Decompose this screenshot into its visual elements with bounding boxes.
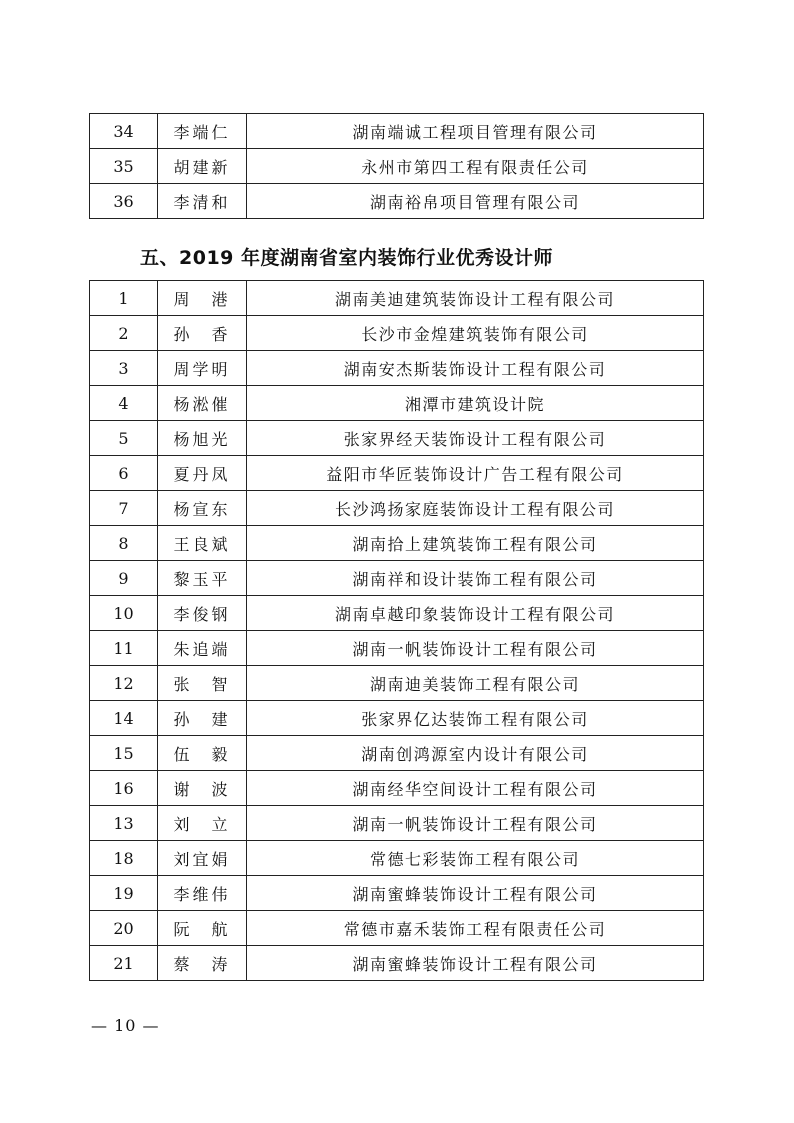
table-row (90, 946, 704, 981)
table-row (90, 184, 704, 219)
table-row (90, 351, 704, 386)
table-row (90, 281, 704, 316)
row-number-cell: 35 (90, 149, 158, 184)
row-number-cell: 12 (90, 666, 158, 701)
table-row (90, 491, 704, 526)
table-row (90, 631, 704, 666)
designer-name-cell: 孙 香 (158, 316, 247, 351)
table-row (90, 456, 704, 491)
table-row (90, 386, 704, 421)
table-row (90, 771, 704, 806)
designer-name-cell: 谢 波 (158, 771, 247, 806)
table-row (90, 316, 704, 351)
table-row (90, 701, 704, 736)
row-number-cell: 19 (90, 876, 158, 911)
company-cell: 湖南一帆装饰设计工程有限公司 (247, 631, 704, 666)
row-number-cell: 21 (90, 946, 158, 981)
designer-award-table (89, 280, 704, 981)
designer-name-cell: 王良斌 (158, 526, 247, 561)
company-cell: 湖南一帆装饰设计工程有限公司 (247, 806, 704, 841)
row-number-cell: 10 (90, 596, 158, 631)
designer-name-cell: 阮 航 (158, 911, 247, 946)
row-number-cell: 6 (90, 456, 158, 491)
designer-name-cell: 伍 毅 (158, 736, 247, 771)
company-cell: 湖南安杰斯装饰设计工程有限公司 (247, 351, 704, 386)
company-cell: 常德市嘉禾装饰工程有限责任公司 (247, 911, 704, 946)
designer-name-cell: 李端仁 (158, 114, 247, 149)
company-cell: 湖南美迪建筑装饰设计工程有限公司 (247, 281, 704, 316)
company-cell: 张家界亿达装饰工程有限公司 (247, 701, 704, 736)
row-number-cell: 15 (90, 736, 158, 771)
table-row (90, 666, 704, 701)
company-cell: 常德七彩装饰工程有限公司 (247, 841, 704, 876)
section-heading: 五、2019 年度湖南省室内装饰行业优秀设计师 (140, 247, 553, 269)
row-number-cell: 9 (90, 561, 158, 596)
company-cell: 湖南祥和设计装饰工程有限公司 (247, 561, 704, 596)
designer-name-cell: 周 港 (158, 281, 247, 316)
company-cell: 湖南裕帛项目管理有限公司 (247, 184, 704, 219)
row-number-cell: 36 (90, 184, 158, 219)
company-cell: 湖南端诚工程项目管理有限公司 (247, 114, 704, 149)
company-cell: 永州市第四工程有限责任公司 (247, 149, 704, 184)
company-cell: 张家界经天装饰设计工程有限公司 (247, 421, 704, 456)
row-number-cell: 7 (90, 491, 158, 526)
designer-name-cell: 李俊钢 (158, 596, 247, 631)
company-cell: 长沙鸿扬家庭装饰设计工程有限公司 (247, 491, 704, 526)
award-table-continued-body (90, 114, 704, 219)
company-cell: 湖南蜜蜂装饰设计工程有限公司 (247, 876, 704, 911)
table-row (90, 149, 704, 184)
page-number: — 10 — (91, 1016, 160, 1035)
row-number-cell: 14 (90, 701, 158, 736)
company-cell: 湖南迪美装饰工程有限公司 (247, 666, 704, 701)
table-row (90, 526, 704, 561)
designer-name-cell: 李维伟 (158, 876, 247, 911)
company-cell: 湖南创鸿源室内设计有限公司 (247, 736, 704, 771)
designer-name-cell: 杨旭光 (158, 421, 247, 456)
designer-name-cell: 孙 建 (158, 701, 247, 736)
designer-name-cell: 朱追端 (158, 631, 247, 666)
company-cell: 益阳市华匠装饰设计广告工程有限公司 (247, 456, 704, 491)
row-number-cell: 18 (90, 841, 158, 876)
table-row (90, 911, 704, 946)
designer-name-cell: 夏丹凤 (158, 456, 247, 491)
table-row (90, 806, 704, 841)
table-row (90, 736, 704, 771)
table-row (90, 421, 704, 456)
row-number-cell: 34 (90, 114, 158, 149)
table-row (90, 876, 704, 911)
row-number-cell: 4 (90, 386, 158, 421)
designer-name-cell: 周学明 (158, 351, 247, 386)
row-number-cell: 13 (90, 806, 158, 841)
designer-name-cell: 蔡 涛 (158, 946, 247, 981)
company-cell: 湖南经华空间设计工程有限公司 (247, 771, 704, 806)
designer-award-table-body (90, 281, 704, 981)
row-number-cell: 2 (90, 316, 158, 351)
row-number-cell: 11 (90, 631, 158, 666)
designer-name-cell: 杨淞催 (158, 386, 247, 421)
row-number-cell: 1 (90, 281, 158, 316)
designer-name-cell: 胡建新 (158, 149, 247, 184)
company-cell: 湖南蜜蜂装饰设计工程有限公司 (247, 946, 704, 981)
table-row (90, 841, 704, 876)
row-number-cell: 5 (90, 421, 158, 456)
designer-name-cell: 李清和 (158, 184, 247, 219)
designer-name-cell: 刘宜娟 (158, 841, 247, 876)
table-row (90, 114, 704, 149)
row-number-cell: 8 (90, 526, 158, 561)
table-row (90, 561, 704, 596)
award-table-continued (89, 113, 704, 219)
company-cell: 湘潭市建筑设计院 (247, 386, 704, 421)
company-cell: 长沙市金煌建筑装饰有限公司 (247, 316, 704, 351)
row-number-cell: 3 (90, 351, 158, 386)
company-cell: 湖南拾上建筑装饰工程有限公司 (247, 526, 704, 561)
designer-name-cell: 刘 立 (158, 806, 247, 841)
row-number-cell: 20 (90, 911, 158, 946)
designer-name-cell: 杨宣东 (158, 491, 247, 526)
designer-name-cell: 黎玉平 (158, 561, 247, 596)
designer-name-cell: 张 智 (158, 666, 247, 701)
row-number-cell: 16 (90, 771, 158, 806)
table-row (90, 596, 704, 631)
company-cell: 湖南卓越印象装饰设计工程有限公司 (247, 596, 704, 631)
